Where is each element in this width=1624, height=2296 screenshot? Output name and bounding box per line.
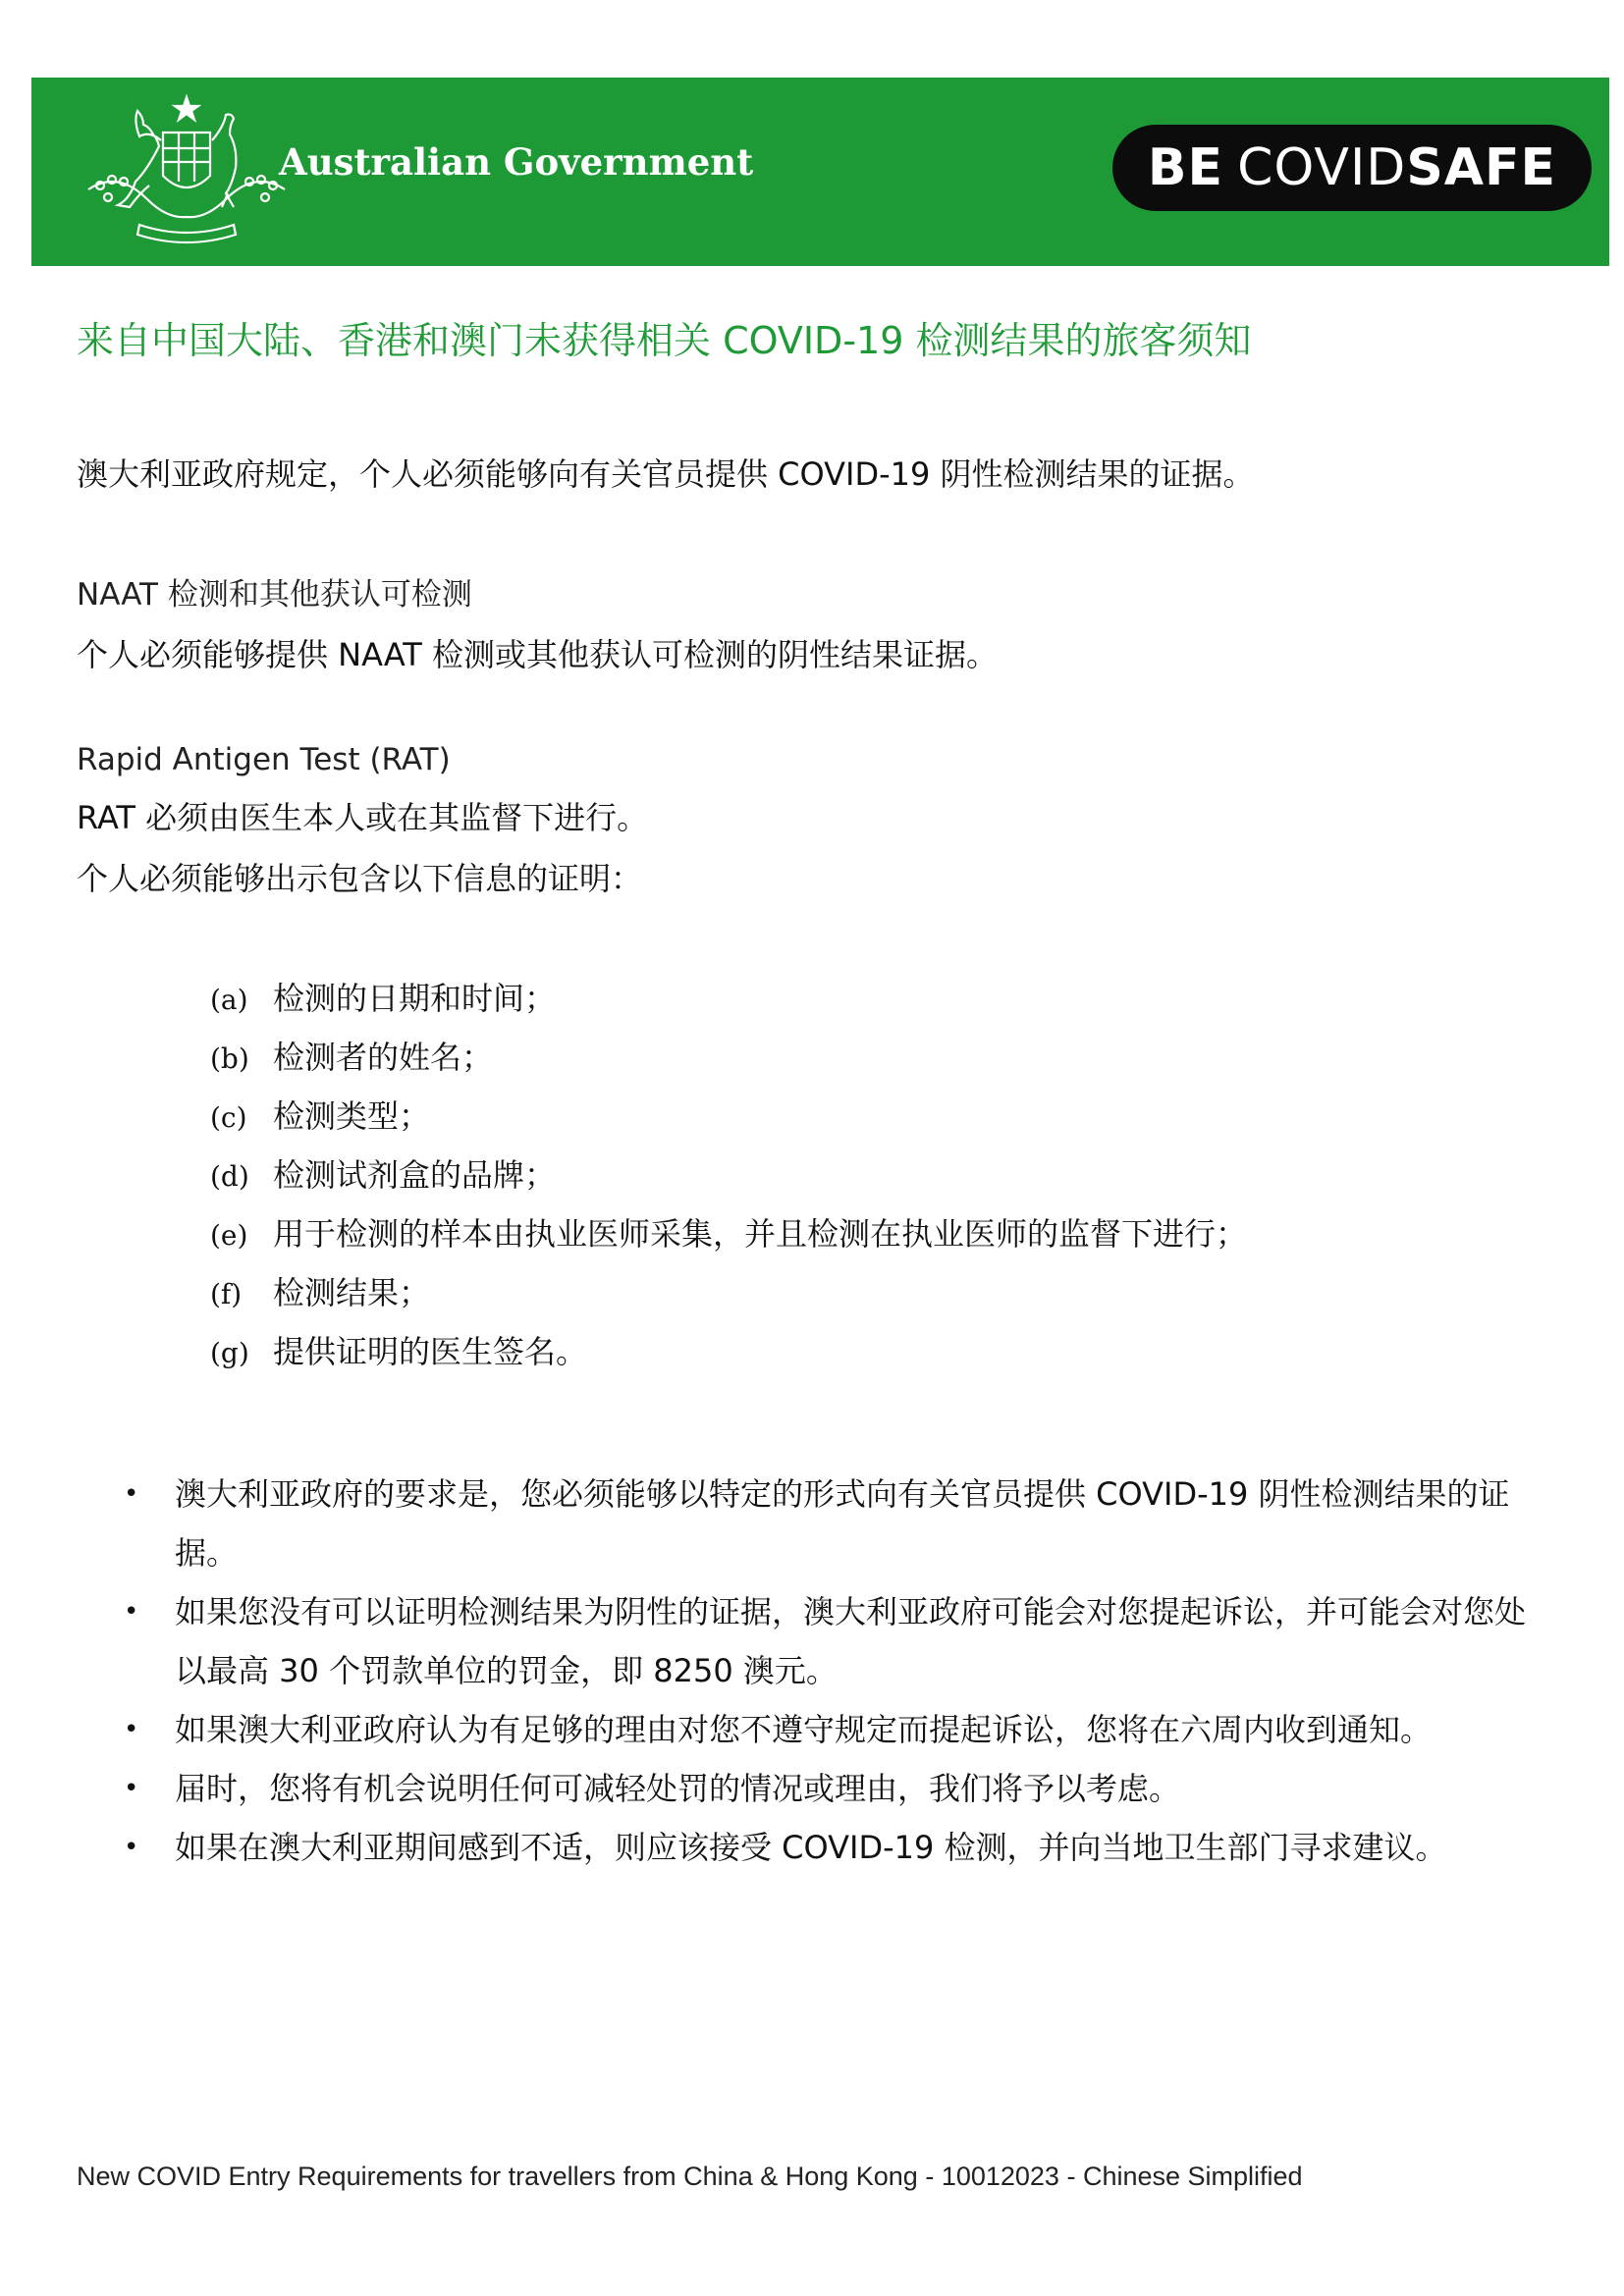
bullet-symbol: • <box>124 1833 139 1862</box>
bullet-symbol: • <box>124 1774 139 1803</box>
coat-of-arms-icon <box>79 91 295 252</box>
bullet-item <box>122 1582 1555 1700</box>
header-banner <box>31 78 1609 266</box>
bullet-text: 如果您没有可以证明检测结果为阴性的证据，澳大利亚政府可能会对您提起诉讼，并可能会对您处以最高 30 个罚款单位的罚金，即 8250 澳元。 <box>175 1593 1527 1689</box>
list-item-text: 检测类型； <box>273 1097 431 1135</box>
list-item-text: 检测的日期和时间； <box>273 980 557 1017</box>
list-item-label: (g) <box>210 1337 249 1369</box>
rat-heading: Rapid Antigen Test (RAT) <box>77 742 451 777</box>
bullet-text: 澳大利亚政府的要求是，您必须能够以特定的形式向有关官员提供 COVID-19 阴性检测结果的证据。 <box>175 1475 1510 1572</box>
list-item-label: (a) <box>210 984 248 1016</box>
list-item <box>210 1327 587 1372</box>
bullet-item <box>122 1465 1555 1582</box>
bullet-text: 届时，您将有机会说明任何可减轻处罚的情况或理由，我们将予以考虑。 <box>175 1770 1181 1807</box>
naat-text: 个人必须能够提供 NAAT 检测或其他获认可检测的阴性结果证据。 <box>77 636 999 673</box>
footer-text: New COVID Entry Requirements for travellers from China & Hong Kong - 10012023 - Chinese Simplified <box>77 2162 1303 2191</box>
list-item-text: 用于检测的样本由执业医师采集，并且检测在执业医师的监督下进行； <box>273 1215 1248 1253</box>
be-covidsafe-part1: BE <box>1147 138 1224 197</box>
list-item-label: (d) <box>210 1160 249 1193</box>
list-item <box>210 1150 556 1196</box>
bullet-symbol: • <box>124 1479 139 1509</box>
list-item <box>210 1092 430 1137</box>
list-item-label: (e) <box>210 1219 248 1252</box>
bullet-symbol: • <box>124 1597 139 1627</box>
list-item-label: (c) <box>210 1101 247 1134</box>
list-item <box>210 1033 493 1078</box>
list-item <box>210 974 556 1019</box>
rat-line-1: RAT 必须由医生本人或在其监督下进行。 <box>77 799 649 836</box>
list-item <box>210 1268 430 1313</box>
list-item-text: 检测者的姓名； <box>273 1039 494 1076</box>
government-name: Australian Government <box>279 140 754 184</box>
rat-line-2: 个人必须能够出示包含以下信息的证明： <box>77 860 643 897</box>
list-item-text: 提供证明的医生签名。 <box>273 1333 588 1370</box>
bullet-item <box>122 1759 1555 1818</box>
list-item-text: 检测试剂盒的品牌； <box>273 1156 557 1194</box>
intro-paragraph: 澳大利亚政府规定，个人必须能够向有关官员提供 COVID-19 阴性检测结果的证据。 <box>77 455 1255 493</box>
page-title: 来自中国大陆、香港和澳门未获得相关 COVID-19 检测结果的旅客须知 <box>77 319 1252 362</box>
list-item-label: (b) <box>210 1042 249 1075</box>
list-item-label: (f) <box>210 1278 243 1310</box>
list-item <box>210 1209 1247 1255</box>
be-covidsafe-badge <box>1112 125 1592 211</box>
bullet-symbol: • <box>124 1715 139 1744</box>
bullet-item <box>122 1818 1555 1877</box>
list-item-text: 检测结果； <box>273 1274 431 1311</box>
bullet-text: 如果澳大利亚政府认为有足够的理由对您不遵守规定而提起诉讼，您将在六周内收到通知。 <box>175 1711 1433 1748</box>
bullet-item <box>122 1700 1555 1759</box>
be-covidsafe-part2: COVID <box>1237 138 1407 197</box>
naat-heading: NAAT 检测和其他获认可检测 <box>77 577 472 613</box>
bullet-text: 如果在澳大利亚期间感到不适，则应该接受 COVID-19 检测，并向当地卫生部门寻求建议。 <box>175 1829 1447 1866</box>
be-covidsafe-part3: SAFE <box>1406 138 1557 197</box>
